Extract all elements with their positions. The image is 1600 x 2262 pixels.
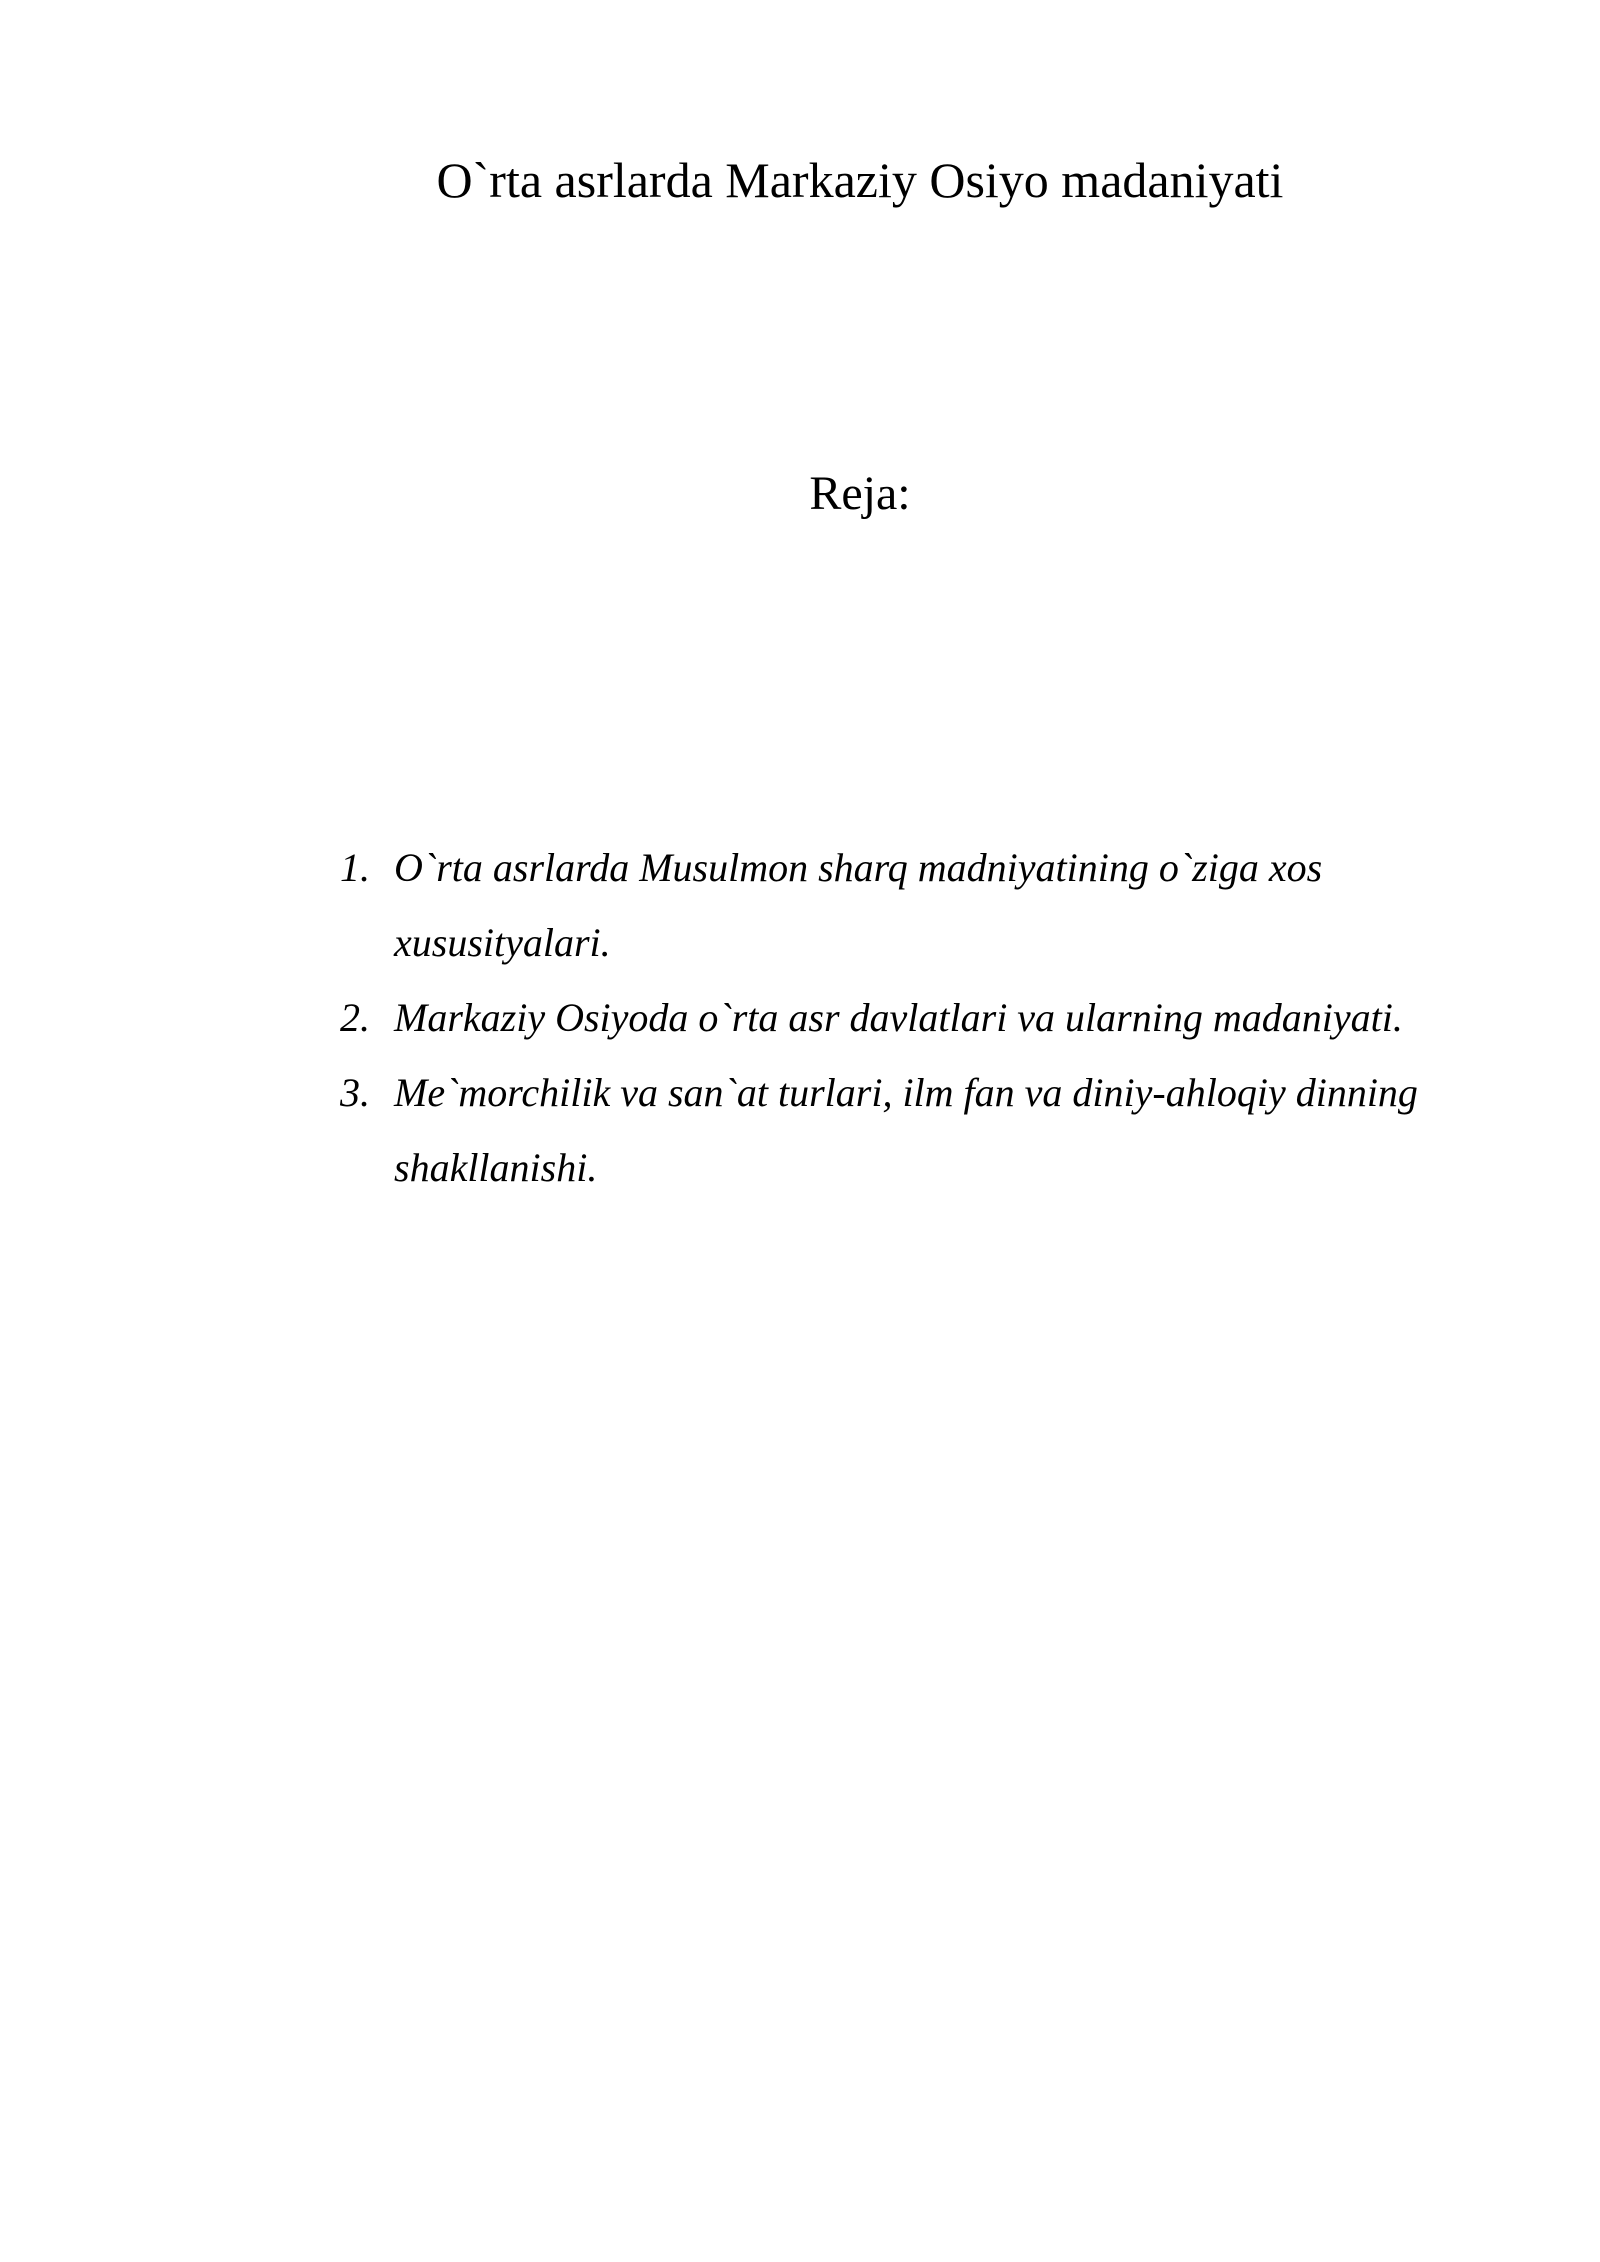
plan-heading: Reja:	[809, 467, 911, 520]
plan-item-number: 2.	[340, 995, 370, 1040]
plan-item	[340, 1055, 1520, 1205]
plan-item-number: 3.	[340, 1070, 370, 1115]
plan-item-text: Markaziy Osiyoda o`rta asr davlatlari va ularning madaniyati.	[394, 995, 1403, 1040]
plan-item-text: O`rta asrlarda Musulmon sharq madniyatining o`ziga xos xususityalari.	[394, 845, 1323, 965]
plan-list	[340, 830, 1520, 1205]
plan-item	[340, 980, 1520, 1055]
document-title: O`rta asrlarda Markaziy Osiyo madaniyati	[436, 152, 1284, 208]
plan-item	[340, 830, 1520, 980]
plan-item-text: Me`morchilik va san`at turlari, ilm fan va diniy-ahloqiy dinning shakllanishi.	[394, 1070, 1418, 1190]
plan-item-number: 1.	[340, 845, 370, 890]
